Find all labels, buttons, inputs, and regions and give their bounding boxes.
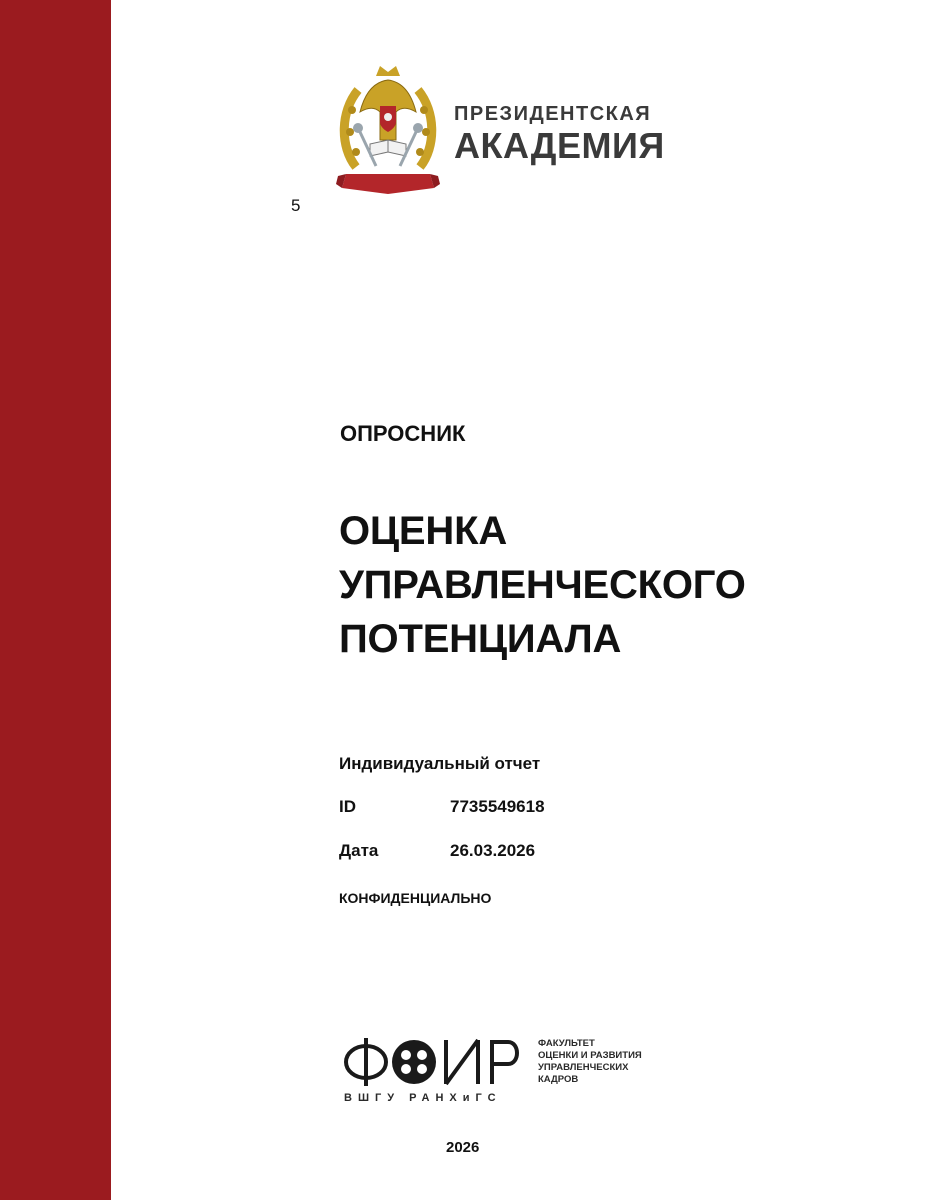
confidential-label: КОНФИДЕНЦИАЛЬНО: [339, 890, 492, 906]
ranepa-emblem-icon: [336, 62, 440, 202]
foir-caption: [538, 1038, 642, 1086]
foir-logo: [342, 1034, 662, 1114]
document-title-line: ПОТЕНЦИАЛА: [339, 617, 622, 661]
document-title: [339, 504, 746, 666]
foir-wordmark-icon: [342, 1034, 526, 1090]
academy-name-line1: ПРЕЗИДЕНТСКАЯ: [454, 103, 652, 125]
academy-logo: [336, 62, 666, 202]
academy-name-line2: АКАДЕМИЯ: [454, 125, 665, 166]
document-type: ОПРОСНИК: [340, 421, 466, 446]
document-title-line: УПРАВЛЕНЧЕСКОГО: [339, 563, 746, 607]
date-label: Дата: [339, 841, 379, 860]
date-row: [339, 841, 535, 861]
document-title-line: ОЦЕНКА: [339, 509, 507, 553]
academy-name: [454, 104, 665, 164]
foir-caption-line: ОЦЕНКИ И РАЗВИТИЯ: [538, 1050, 642, 1061]
page-number: 5: [291, 196, 301, 215]
id-value: 7735549618: [450, 797, 545, 816]
date-value: 26.03.2026: [450, 841, 536, 860]
publication-year: 2026: [446, 1139, 480, 1156]
id-row: [339, 797, 545, 817]
report-type-label: Индивидуальный отчет: [339, 754, 541, 773]
foir-caption-line: КАДРОВ: [538, 1074, 579, 1085]
id-label: ID: [339, 797, 356, 816]
foir-subtitle: ВШГУ РАНХиГС: [344, 1092, 502, 1104]
foir-caption-line: УПРАВЛЕНЧЕСКИХ: [538, 1062, 629, 1073]
left-red-band: [0, 0, 111, 1200]
foir-caption-line: ФАКУЛЬТЕТ: [538, 1038, 595, 1049]
